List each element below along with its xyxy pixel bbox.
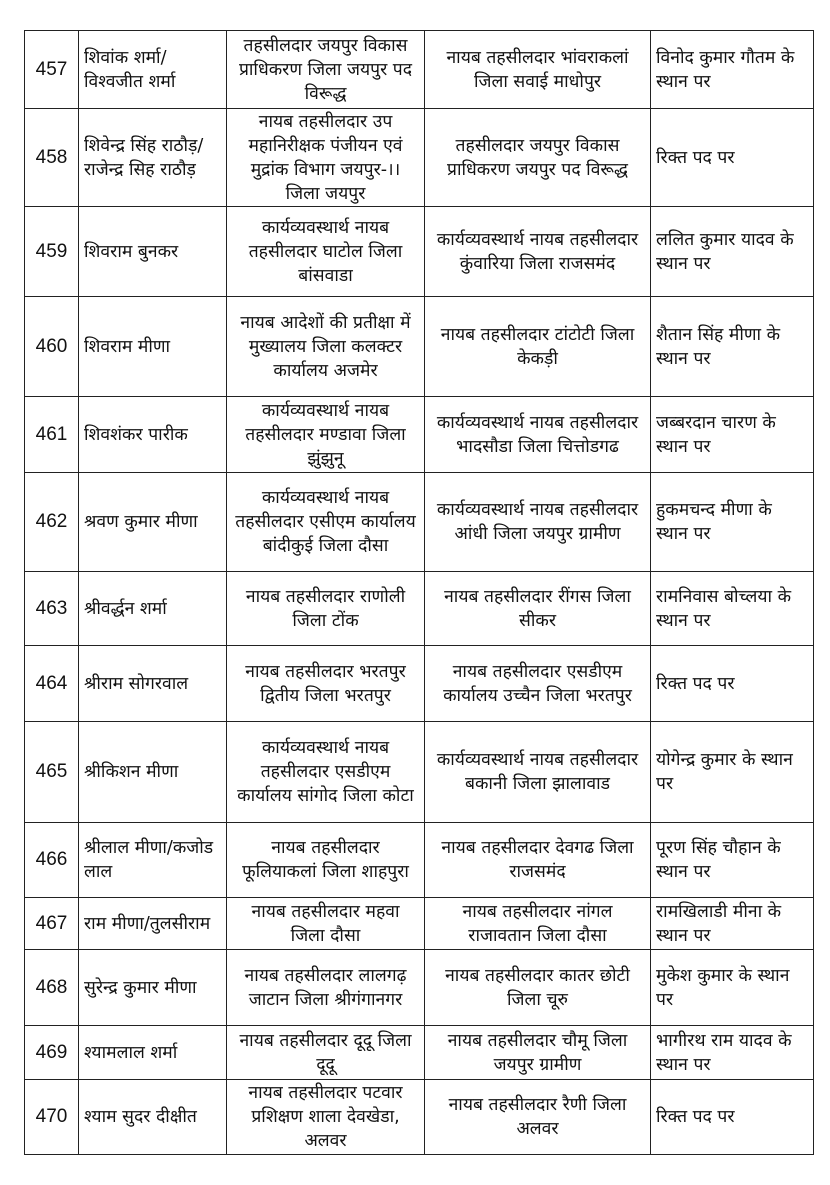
officer-name: श्रवण कुमार मीणा [79, 473, 227, 572]
officer-name: शिवशंकर पारीक [79, 397, 227, 473]
officer-name: शिवराम मीणा [79, 297, 227, 397]
table-row [25, 207, 814, 297]
remark: मुकेश कुमार के स्थान पर [651, 950, 814, 1026]
new-posting: नायब तहसीलदार चौमू जिला जयपुर ग्रामीण [425, 1026, 651, 1080]
new-posting: तहसीलदार जयपुर विकास प्राधिकरण जयपुर पद विरूद्ध [425, 109, 651, 207]
new-posting: नायब तहसीलदार टांटोटी जिला केकड़ी [425, 297, 651, 397]
current-posting: नायब तहसीलदार दूदू जिला दूदू [227, 1026, 425, 1080]
officer-name: श्याम सुदर दीक्षीत [79, 1080, 227, 1155]
remark: रिक्त पद पर [651, 1080, 814, 1155]
table-row [25, 1080, 814, 1155]
serial-number: 466 [25, 823, 79, 898]
current-posting: नायब आदेशों की प्रतीक्षा में मुख्यालय जिला कलक्टर कार्यालय अजमेर [227, 297, 425, 397]
officer-name: राम मीणा/तुलसीराम [79, 898, 227, 950]
table-row [25, 1026, 814, 1080]
table-row [25, 572, 814, 646]
serial-number: 468 [25, 950, 79, 1026]
current-posting: कार्यव्यवस्थार्थ नायब तहसीलदार मण्डावा जिला झुंझुनू [227, 397, 425, 473]
current-posting: नायब तहसीलदार उप महानिरीक्षक पंजीयन एवं मुद्रांक विभाग जयपुर-।। जिला जयपुर [227, 109, 425, 207]
current-posting: नायब तहसीलदार महवा जिला दौसा [227, 898, 425, 950]
serial-number: 461 [25, 397, 79, 473]
table-row [25, 722, 814, 823]
current-posting: नायब तहसीलदार राणोली जिला टोंक [227, 572, 425, 646]
current-posting: नायब तहसीलदार भरतपुर द्वितीय जिला भरतपुर [227, 646, 425, 722]
remark: योगेन्द्र कुमार के स्थान पर [651, 722, 814, 823]
remark: विनोद कुमार गौतम के स्थान पर [651, 31, 814, 109]
new-posting: नायब तहसीलदार देवगढ जिला राजसमंद [425, 823, 651, 898]
serial-number: 464 [25, 646, 79, 722]
remark: भागीरथ राम यादव के स्थान पर [651, 1026, 814, 1080]
remark: शैतान सिंह मीणा के स्थान पर [651, 297, 814, 397]
serial-number: 462 [25, 473, 79, 572]
transfer-table [24, 30, 814, 1155]
officer-name: श्रीकिशन मीणा [79, 722, 227, 823]
officer-name: श्रीवर्द्धन शर्मा [79, 572, 227, 646]
remark: हुकमचन्द मीणा के स्थान पर [651, 473, 814, 572]
serial-number: 457 [25, 31, 79, 109]
table-row [25, 473, 814, 572]
table-row [25, 823, 814, 898]
serial-number: 460 [25, 297, 79, 397]
remark: पूरण सिंह चौहान के स्थान पर [651, 823, 814, 898]
serial-number: 465 [25, 722, 79, 823]
table-row [25, 31, 814, 109]
current-posting: कार्यव्यवस्थार्थ नायब तहसीलदार एसीएम कार्यालय बांदीकुई जिला दौसा [227, 473, 425, 572]
new-posting: नायब तहसीलदार रींगस जिला सीकर [425, 572, 651, 646]
new-posting: कार्यव्यवस्थार्थ नायब तहसीलदार कुंवारिया जिला राजसमंद [425, 207, 651, 297]
serial-number: 470 [25, 1080, 79, 1155]
new-posting: कार्यव्यवस्थार्थ नायब तहसीलदार आंधी जिला जयपुर ग्रामीण [425, 473, 651, 572]
remark: जब्बरदान चारण के स्थान पर [651, 397, 814, 473]
table-row [25, 898, 814, 950]
officer-name: शिवांक शर्मा/विश्वजीत शर्मा [79, 31, 227, 109]
remark: रिक्त पद पर [651, 646, 814, 722]
remark: ललित कुमार यादव के स्थान पर [651, 207, 814, 297]
new-posting: नायब तहसीलदार रैणी जिला अलवर [425, 1080, 651, 1155]
serial-number: 469 [25, 1026, 79, 1080]
officer-name: शिवराम बुनकर [79, 207, 227, 297]
current-posting: नायब तहसीलदार पटवार प्रशिक्षण शाला देवखेडा, अलवर [227, 1080, 425, 1155]
new-posting: नायब तहसीलदार एसडीएम कार्यालय उच्चैन जिला भरतपुर [425, 646, 651, 722]
table-row [25, 950, 814, 1026]
officer-name: शिवेन्द्र सिंह राठौड़/राजेन्द्र सिह राठौड़ [79, 109, 227, 207]
current-posting: कार्यव्यवस्थार्थ नायब तहसीलदार एसडीएम कार्यालय सांगोद जिला कोटा [227, 722, 425, 823]
remark: रामखिलाडी मीना के स्थान पर [651, 898, 814, 950]
current-posting: कार्यव्यवस्थार्थ नायब तहसीलदार घाटोल जिला बांसवाडा [227, 207, 425, 297]
new-posting: कार्यव्यवस्थार्थ नायब तहसीलदार बकानी जिला झालावाड [425, 722, 651, 823]
officer-name: श्रीराम सोगरवाल [79, 646, 227, 722]
new-posting: कार्यव्यवस्थार्थ नायब तहसीलदार भादसौडा जिला चित्तोडगढ [425, 397, 651, 473]
table-row [25, 109, 814, 207]
officer-name: श्यामलाल शर्मा [79, 1026, 227, 1080]
remark: रामनिवास बोच्लया के स्थान पर [651, 572, 814, 646]
remark: रिक्त पद पर [651, 109, 814, 207]
serial-number: 467 [25, 898, 79, 950]
table-row [25, 297, 814, 397]
current-posting: नायब तहसीलदार फूलियाकलां जिला शाहपुरा [227, 823, 425, 898]
current-posting: तहसीलदार जयपुर विकास प्राधिकरण जिला जयपुर पद विरूद्ध [227, 31, 425, 109]
serial-number: 459 [25, 207, 79, 297]
officer-name: सुरेन्द्र कुमार मीणा [79, 950, 227, 1026]
officer-name: श्रीलाल मीणा/कजोड लाल [79, 823, 227, 898]
new-posting: नायब तहसीलदार नांगल राजावतान जिला दौसा [425, 898, 651, 950]
current-posting: नायब तहसीलदार लालगढ़ जाटान जिला श्रीगंगानगर [227, 950, 425, 1026]
table-row [25, 397, 814, 473]
serial-number: 458 [25, 109, 79, 207]
new-posting: नायब तहसीलदार भांवराकलां जिला सवाई माधोपुर [425, 31, 651, 109]
serial-number: 463 [25, 572, 79, 646]
table-row [25, 646, 814, 722]
new-posting: नायब तहसीलदार कातर छोटी जिला चूरु [425, 950, 651, 1026]
transfer-list-page [24, 30, 813, 1155]
